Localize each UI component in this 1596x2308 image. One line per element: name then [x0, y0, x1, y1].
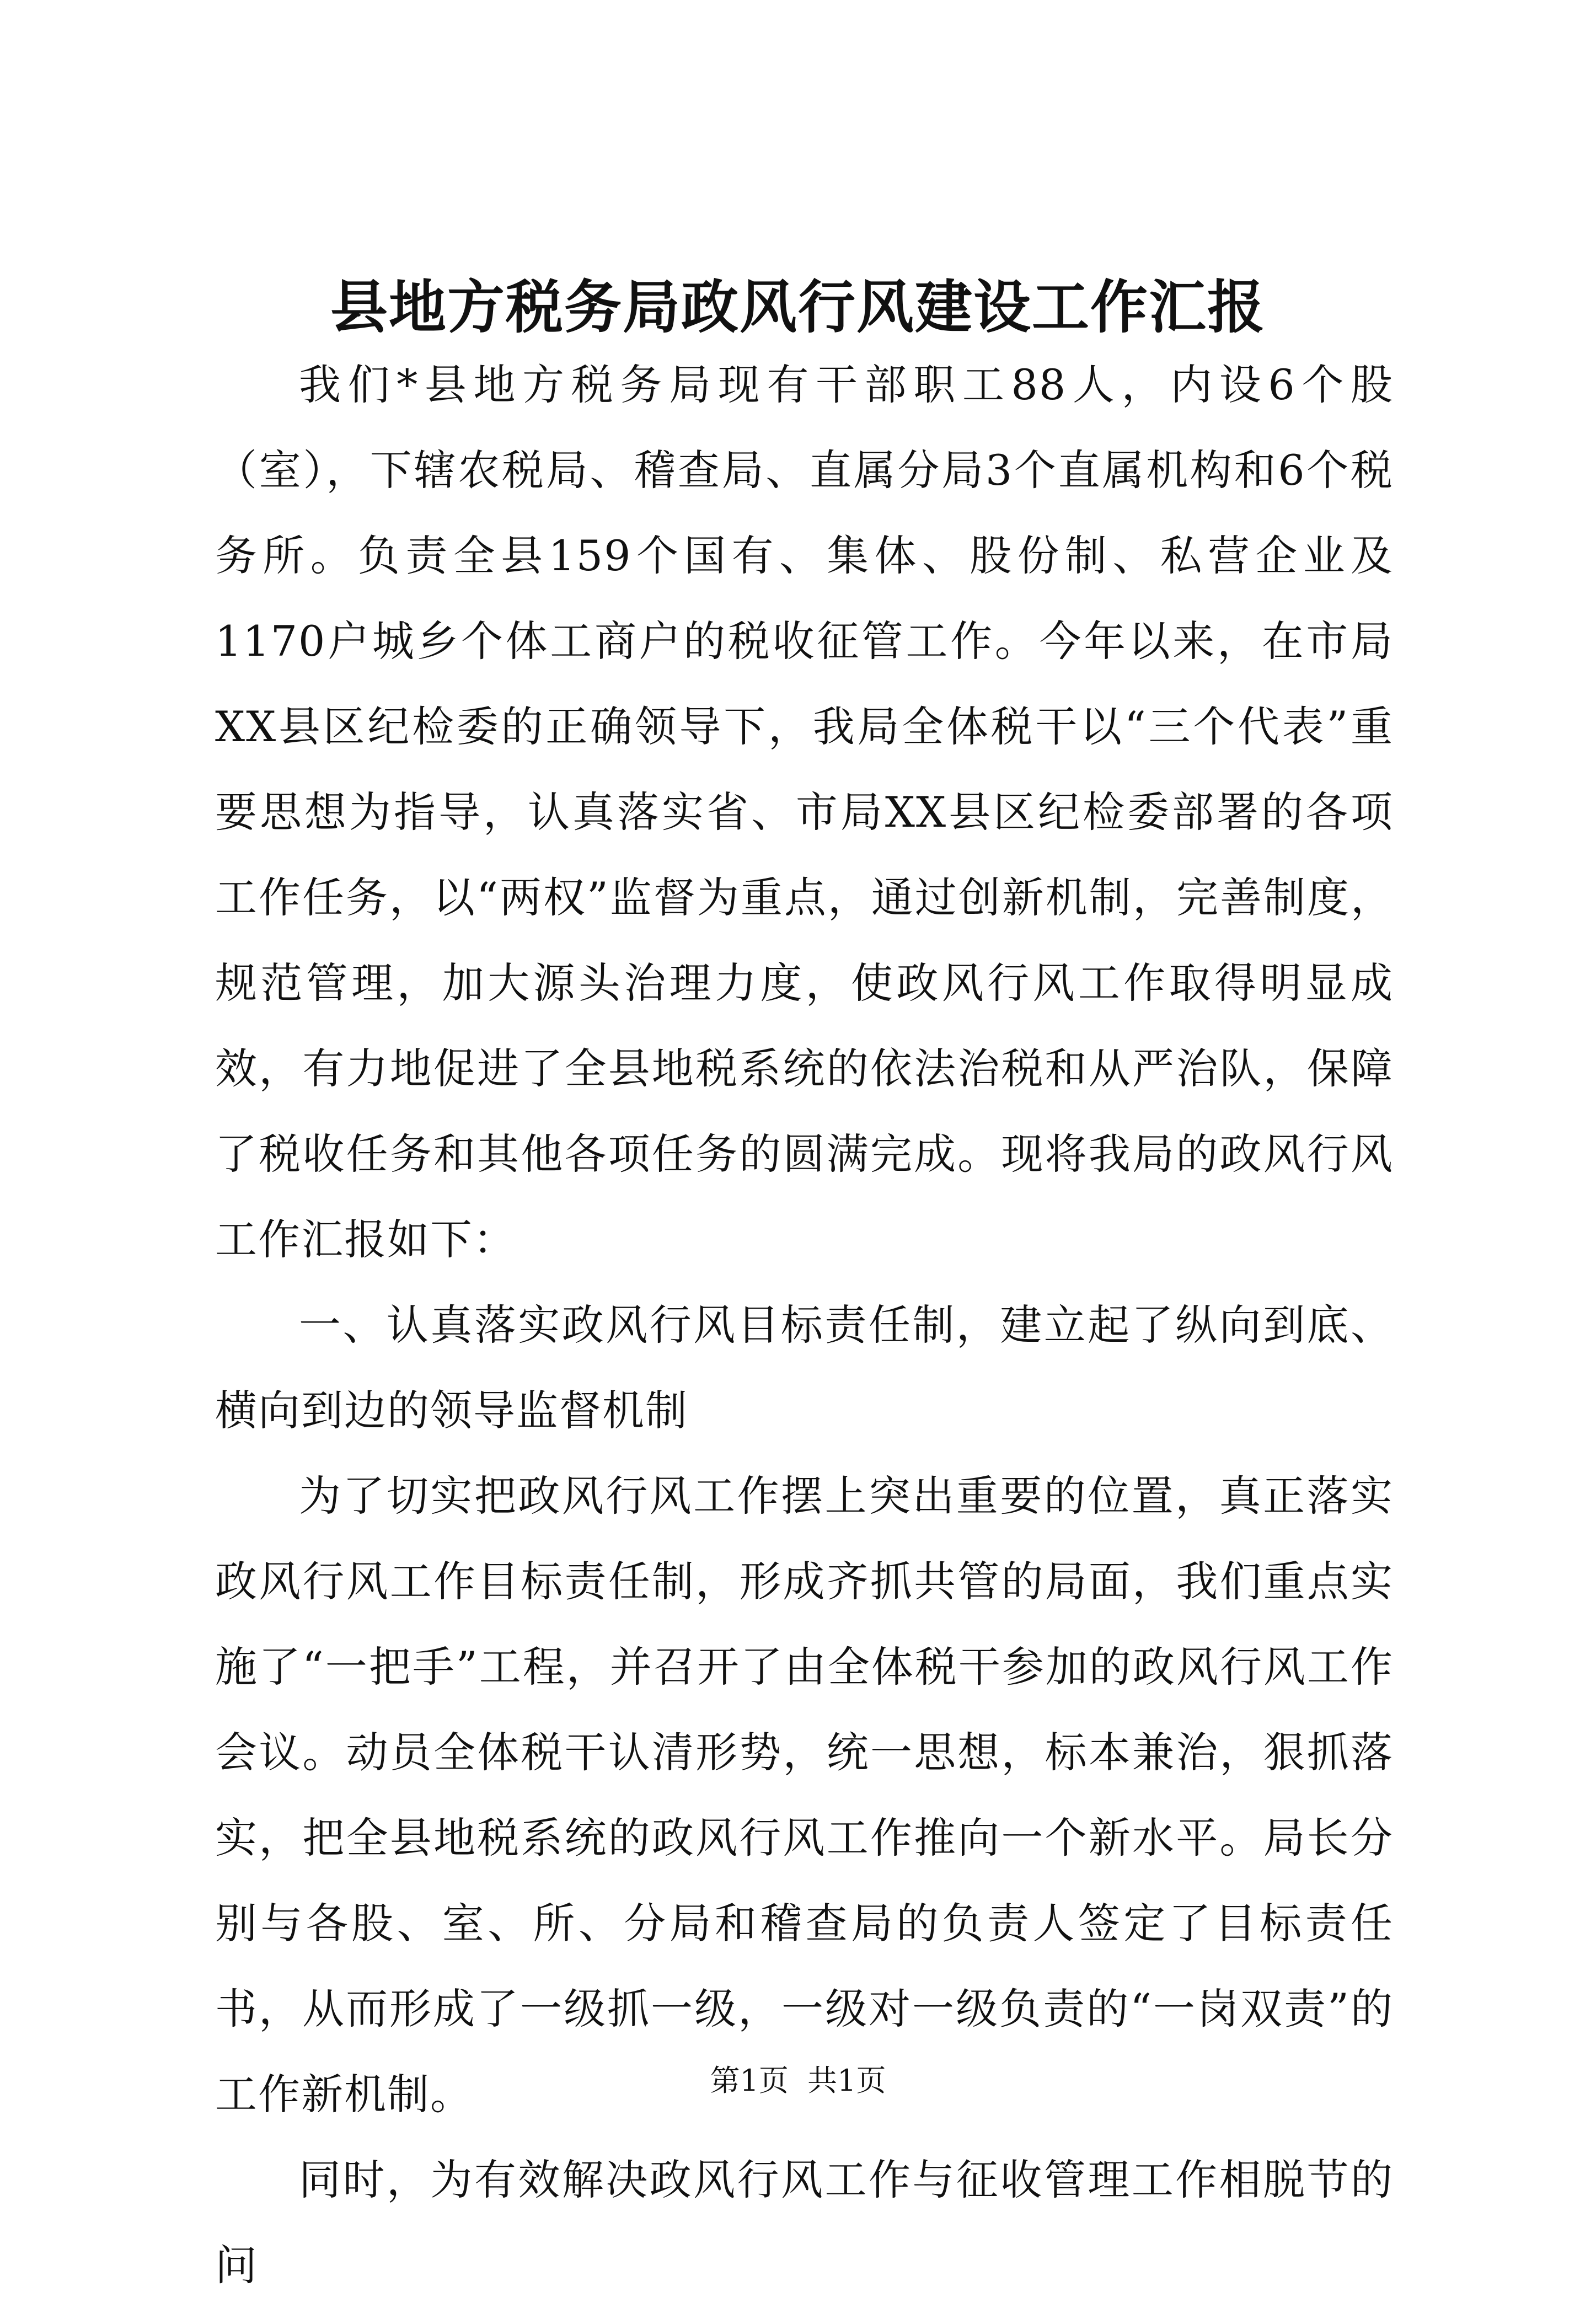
body-paragraph-continued: 同时，为有效解决政风行风工作与征收管理工作相脱节的问	[215, 2155, 1394, 2290]
page-number-current: 第1页	[710, 2063, 789, 2098]
page-footer	[0, 2061, 1596, 2100]
page-number-total: 共1页	[807, 2063, 886, 2098]
section-heading-1: 一、认真落实政风行风目标责任制，建立起了纵向到底、横向到边的领导监督机制	[215, 1300, 1394, 1435]
footer-spacer	[789, 2063, 807, 2098]
body-paragraph-intro: 我们*县地方税务局现有干部职工88人，内设6个股（室），下辖农税局、稽查局、直属分局3个直属机构和6个税务所。负责全县159个国有、集体、股份制、私营企业及1170户城乡个体工商户的税收征管工作。今年以来，在市局XX县区纪检委的正确领导下，我局全体税干以“三个代表”重要思想为指导，认真落实省、市局XX县区纪检委部署的各项工作任务，以“两权”监督为重点，通过创新机制，完善制度，规范管理，加大源头治理力度，使政风行风工作取得明显成效，有力地促进了全县地税系统的依法治税和从严治队，保障了税收任务和其他各项任务的圆满完成。现将我局的政风行风工作汇报如下：	[215, 360, 1394, 1264]
document-title: 县地方税务局政风行风建设工作汇报	[330, 273, 1266, 341]
body-paragraph-section-1: 为了切实把政风行风工作摆上突出重要的位置，真正落实政风行风工作目标责任制，形成齐抓共管的局面，我们重点实施了“一把手”工程，并召开了由全体税干参加的政风行风工作会议。动员全体税干认清形势，统一思想，标本兼治，狠抓落实，把全县地税系统的政风行风工作推向一个新水平。局长分别与各股、室、所、分局和稽查局的负责人签定了目标责任书，从而形成了一级抓一级，一级对一级负责的“一岗双责”的工作新机制。	[215, 1471, 1394, 2119]
document-body	[215, 342, 1394, 2308]
